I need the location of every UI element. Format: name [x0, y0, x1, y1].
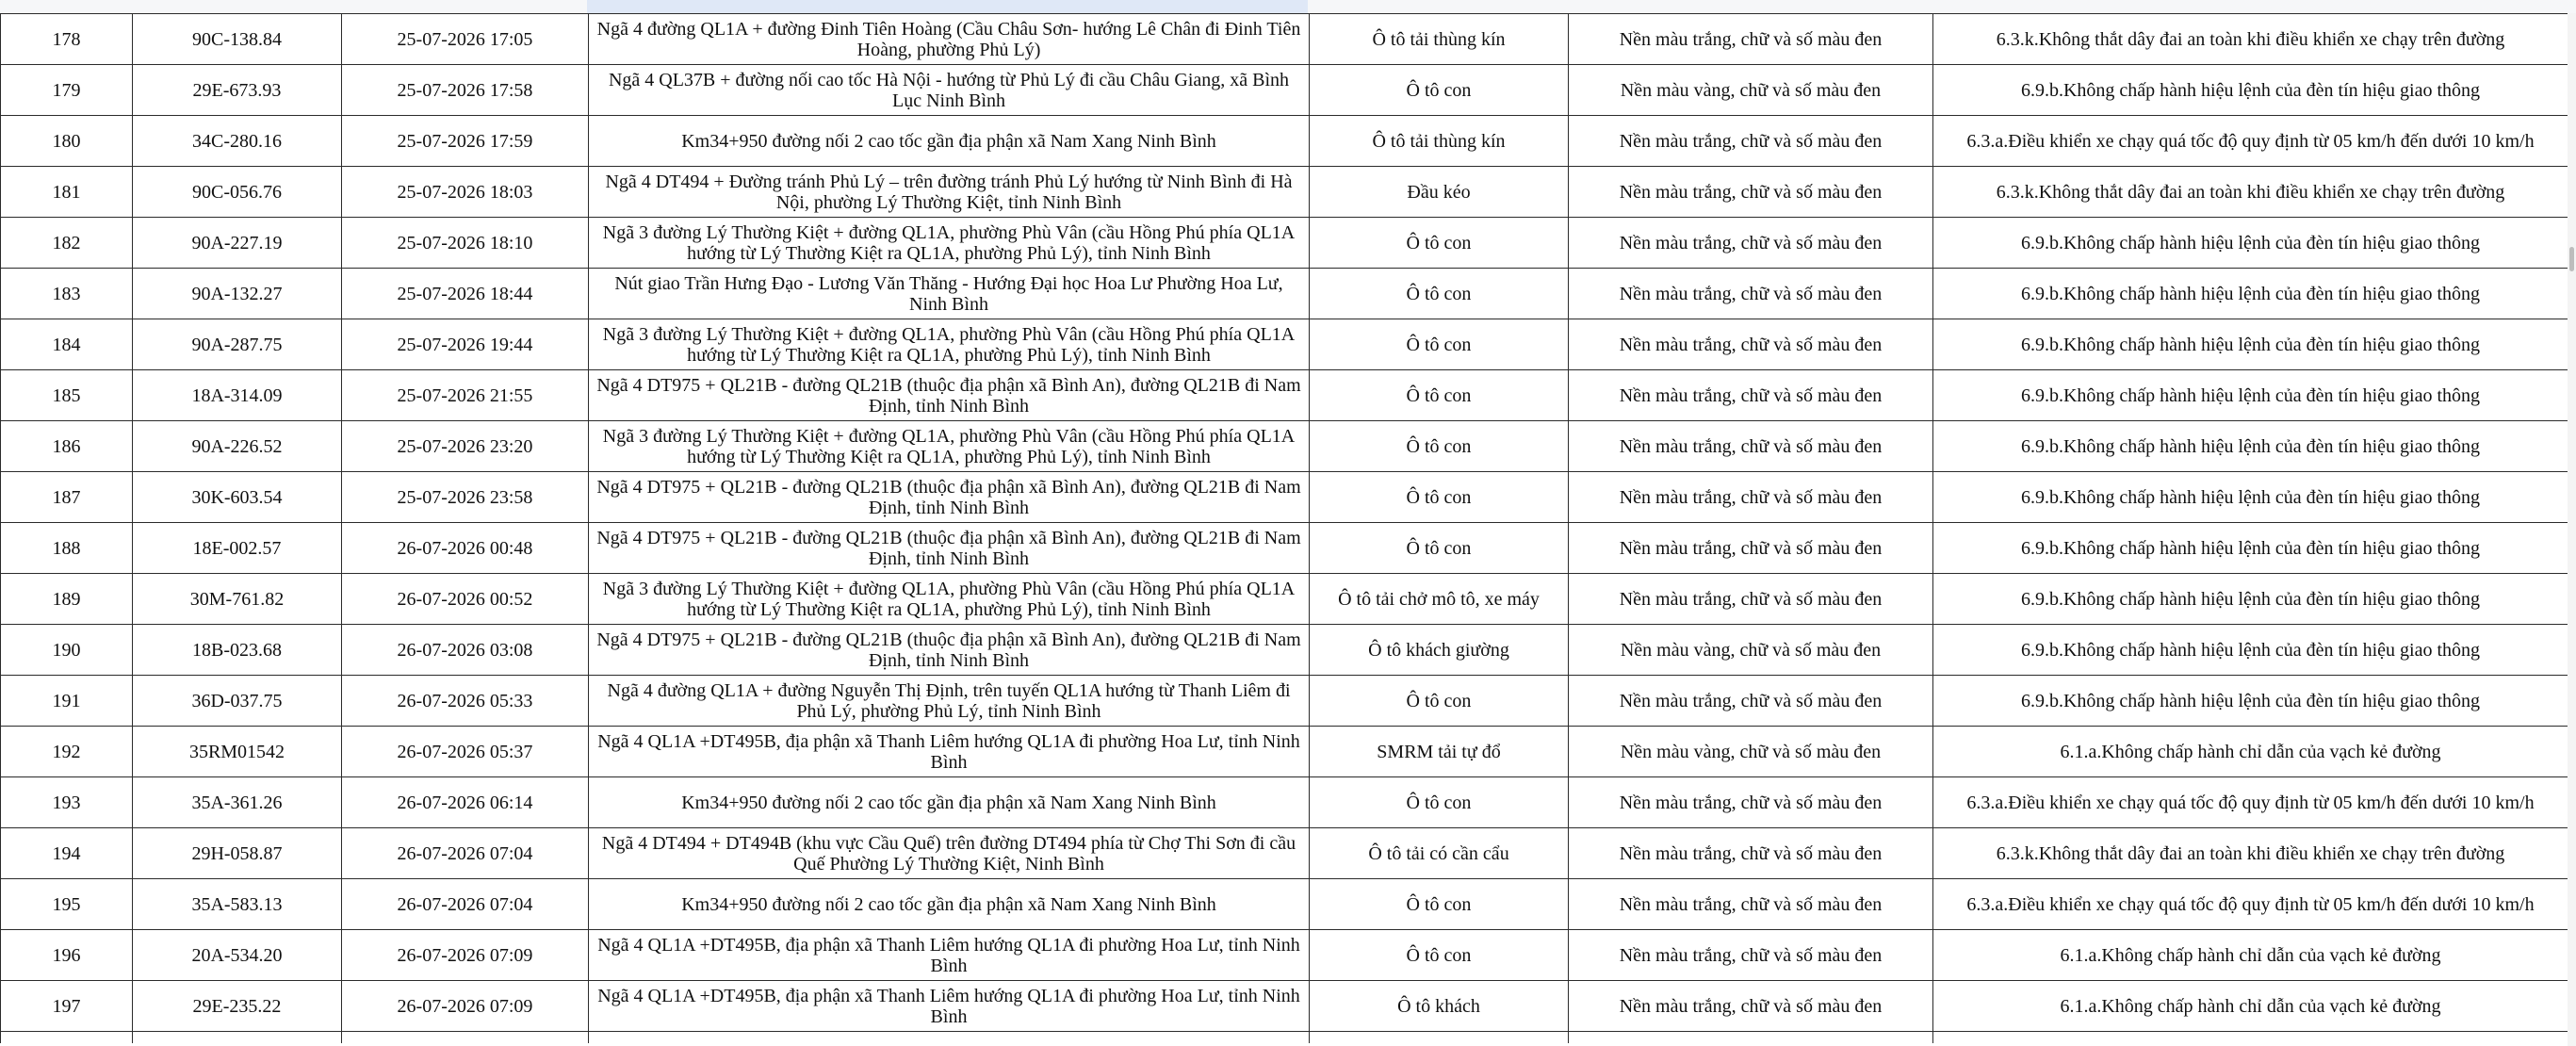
cell-violation[interactable]: 6.9.b.Không chấp hành hiệu lệnh của đèn tín hiệu giao thông — [1933, 574, 2568, 625]
cell-plate[interactable]: 35RM01542 — [133, 727, 342, 777]
cell-violation[interactable]: 6.9.b.Không chấp hành hiệu lệnh của đèn tín hiệu giao thông — [1933, 218, 2568, 269]
scroll-marker — [2569, 247, 2574, 271]
table-row[interactable] — [1, 370, 2568, 421]
cell-plate-color[interactable]: Nền màu vàng, chữ và số màu đen — [1569, 625, 1933, 676]
cell-stt[interactable]: 180 — [1, 116, 133, 167]
cell-plate[interactable]: 90A-227.19 — [133, 218, 342, 269]
cell-location[interactable]: Ngã 4 DT494 + Đường tránh Phủ Lý – trên đường tránh Phủ Lý hướng từ Ninh Bình đi Hà Nội, phường Lý Thường Kiệt, tỉnh Ninh Bình — [589, 167, 1310, 218]
cell-plate-color[interactable]: Nền màu trắng, chữ và số màu đen — [1569, 116, 1933, 167]
selected-column-highlight — [587, 0, 1308, 13]
cell-time[interactable]: 25-07-2026 19:44 — [342, 319, 589, 370]
cell-vehicle[interactable]: Ô tô con — [1310, 269, 1569, 319]
cell-plate[interactable]: 29E-235.22 — [133, 981, 342, 1032]
cell-stt[interactable]: 179 — [1, 65, 133, 116]
cell-plate[interactable]: 30K-603.54 — [133, 472, 342, 523]
cell-time[interactable]: 26-07-2026 07:04 — [342, 828, 589, 879]
cell-vehicle[interactable]: Ô tô con — [1310, 879, 1569, 930]
cell-time[interactable]: 26-07-2026 07:09 — [342, 930, 589, 981]
violations-table — [0, 13, 2568, 1043]
cell-time[interactable]: 26-07-2026 05:37 — [342, 727, 589, 777]
cell-vehicle[interactable]: Ô tô con — [1310, 472, 1569, 523]
cell-location[interactable]: Ngã 3 đường Lý Thường Kiệt + đường QL1A, phường Phù Vân (cầu Hồng Phú phía QL1A hướng từ Lý Thường Kiệt ra QL1A, phường Phủ Lý), tỉnh Ninh Bình — [589, 218, 1310, 269]
cell-vehicle[interactable]: Ô tô khách giường — [1310, 625, 1569, 676]
cell-vehicle[interactable]: Ô tô con — [1310, 370, 1569, 421]
cell-stt[interactable]: 195 — [1, 879, 133, 930]
cell-violation[interactable]: 6.9.b.Không chấp hành hiệu lệnh của đèn tín hiệu giao thông — [1933, 370, 2568, 421]
table-row[interactable] — [1, 828, 2568, 879]
cell-plate[interactable]: 90A-287.75 — [133, 319, 342, 370]
cell-stt[interactable]: 184 — [1, 319, 133, 370]
cell-vehicle[interactable]: Ô tô con — [1310, 523, 1569, 574]
cell-stt[interactable]: 189 — [1, 574, 133, 625]
table-row[interactable] — [1, 421, 2568, 472]
cell-vehicle[interactable]: Đầu kéo — [1310, 167, 1569, 218]
table-body — [1, 14, 2568, 1044]
cell-stt[interactable]: 178 — [1, 14, 133, 65]
table-row[interactable] — [1, 269, 2568, 319]
table-row[interactable] — [1, 319, 2568, 370]
cell-vehicle[interactable]: Ô tô tải chở mô tô, xe máy — [1310, 574, 1569, 625]
cell-vehicle[interactable]: Ô tô con — [1310, 421, 1569, 472]
cell-plate[interactable]: 29H-058.87 — [133, 828, 342, 879]
cell-plate-color[interactable]: Nền màu vàng, chữ và số màu đen — [1569, 65, 1933, 116]
cell-time[interactable]: 26-07-2026 07:09 — [342, 981, 589, 1032]
cell-plate[interactable]: 36D-037.75 — [133, 676, 342, 727]
cell-violation[interactable]: 6.9.b.Không chấp hành hiệu lệnh của đèn tín hiệu giao thông — [1933, 676, 2568, 727]
cell-stt[interactable]: 194 — [1, 828, 133, 879]
cell-vehicle[interactable]: Ô tô con — [1310, 777, 1569, 828]
cell-plate-color[interactable]: Nền màu trắng, chữ và số màu đen — [1569, 981, 1933, 1032]
cell-violation[interactable]: 6.1.a.Không chấp hành chỉ dẫn của vạch kẻ đường — [1933, 727, 2568, 777]
cell-location[interactable]: Ngã 3 đường Lý Thường Kiệt + đường QL1A, phường Phù Vân (cầu Hồng Phú phía QL1A hướng từ Lý Thường Kiệt ra QL1A, phường Phủ Lý), tỉnh Ninh Bình — [589, 574, 1310, 625]
cell-location[interactable]: Km34+950 đường nối 2 cao tốc gần địa phận xã Nam Xang Ninh Bình — [589, 116, 1310, 167]
cell-time[interactable]: 26-07-2026 06:14 — [342, 777, 589, 828]
cell-time[interactable]: 26-07-2026 03:08 — [342, 625, 589, 676]
cell-plate-color[interactable]: Nền màu trắng, chữ và số màu đen — [1569, 421, 1933, 472]
cell-location[interactable]: Km34+950 đường nối 2 cao tốc gần địa phận xã Nam Xang Ninh Bình — [589, 777, 1310, 828]
partial-cell — [1310, 1032, 1569, 1044]
cell-plate-color[interactable]: Nền màu trắng, chữ và số màu đen — [1569, 523, 1933, 574]
cell-location[interactable]: Ngã 4 QL1A +DT495B, địa phận xã Thanh Liêm hướng QL1A đi phường Hoa Lư, tỉnh Ninh Bình — [589, 981, 1310, 1032]
cell-vehicle[interactable]: Ô tô con — [1310, 676, 1569, 727]
cell-plate-color[interactable]: Nền màu trắng, chữ và số màu đen — [1569, 930, 1933, 981]
partial-cell — [1, 1032, 133, 1044]
table-row[interactable] — [1, 727, 2568, 777]
cell-plate[interactable]: 30M-761.82 — [133, 574, 342, 625]
cell-plate[interactable]: 18E-002.57 — [133, 523, 342, 574]
table-row[interactable] — [1, 777, 2568, 828]
cell-plate[interactable]: 90A-132.27 — [133, 269, 342, 319]
cell-plate-color[interactable]: Nền màu trắng, chữ và số màu đen — [1569, 777, 1933, 828]
cell-location[interactable]: Nút giao Trần Hưng Đạo - Lương Văn Thăng - Hướng Đại học Hoa Lư Phường Hoa Lư, Ninh Bình — [589, 269, 1310, 319]
cell-violation[interactable]: 6.3.k.Không thắt dây đai an toàn khi điều khiển xe chạy trên đường — [1933, 14, 2568, 65]
table-row[interactable] — [1, 14, 2568, 65]
cell-plate[interactable]: 18B-023.68 — [133, 625, 342, 676]
partial-cell — [133, 1032, 342, 1044]
cell-stt[interactable]: 190 — [1, 625, 133, 676]
partial-cell — [1569, 1032, 1933, 1044]
cell-time[interactable]: 26-07-2026 00:48 — [342, 523, 589, 574]
vertical-scrollbar[interactable] — [2568, 13, 2576, 1046]
cell-time[interactable]: 25-07-2026 23:58 — [342, 472, 589, 523]
cell-vehicle[interactable]: Ô tô con — [1310, 218, 1569, 269]
cell-plate-color[interactable]: Nền màu trắng, chữ và số màu đen — [1569, 472, 1933, 523]
cell-time[interactable]: 26-07-2026 05:33 — [342, 676, 589, 727]
cell-plate[interactable]: 90C-138.84 — [133, 14, 342, 65]
partial-cell — [589, 1032, 1310, 1044]
cell-violation[interactable]: 6.3.k.Không thắt dây đai an toàn khi điều khiển xe chạy trên đường — [1933, 167, 2568, 218]
cell-violation[interactable]: 6.9.b.Không chấp hành hiệu lệnh của đèn tín hiệu giao thông — [1933, 269, 2568, 319]
cell-vehicle[interactable]: Ô tô con — [1310, 65, 1569, 116]
cell-location[interactable]: Ngã 4 DT975 + QL21B - đường QL21B (thuộc địa phận xã Bình An), đường QL21B đi Nam Định, tỉnh Ninh Bình — [589, 370, 1310, 421]
cell-plate-color[interactable]: Nền màu trắng, chữ và số màu đen — [1569, 370, 1933, 421]
table-row[interactable] — [1, 930, 2568, 981]
cell-plate[interactable]: 34C-280.16 — [133, 116, 342, 167]
cell-plate-color[interactable]: Nền màu trắng, chữ và số màu đen — [1569, 269, 1933, 319]
cell-vehicle[interactable]: SMRM tải tự đổ — [1310, 727, 1569, 777]
cell-time[interactable]: 25-07-2026 18:03 — [342, 167, 589, 218]
cell-plate-color[interactable]: Nền màu trắng, chữ và số màu đen — [1569, 167, 1933, 218]
partial-table-row — [1, 1032, 2568, 1044]
cell-stt[interactable]: 181 — [1, 167, 133, 218]
cell-time[interactable]: 25-07-2026 17:58 — [342, 65, 589, 116]
cell-vehicle[interactable]: Ô tô khách — [1310, 981, 1569, 1032]
cell-time[interactable]: 26-07-2026 07:04 — [342, 879, 589, 930]
cell-violation[interactable]: 6.9.b.Không chấp hành hiệu lệnh của đèn tín hiệu giao thông — [1933, 472, 2568, 523]
cell-plate-color[interactable]: Nền màu vàng, chữ và số màu đen — [1569, 727, 1933, 777]
cell-location[interactable]: Ngã 4 DT494 + DT494B (khu vực Cầu Quế) trên đường DT494 phía từ Chợ Thi Sơn đi cầu Quế Phường Lý Thường Kiệt, Ninh Bình — [589, 828, 1310, 879]
cell-time[interactable]: 25-07-2026 18:44 — [342, 269, 589, 319]
cell-vehicle[interactable]: Ô tô tải có cần cẩu — [1310, 828, 1569, 879]
cell-plate[interactable]: 20A-534.20 — [133, 930, 342, 981]
cell-violation[interactable]: 6.3.a.Điều khiển xe chạy quá tốc độ quy định từ 05 km/h đến dưới 10 km/h — [1933, 777, 2568, 828]
header-row-remnant — [0, 0, 2576, 14]
cell-plate-color[interactable]: Nền màu trắng, chữ và số màu đen — [1569, 319, 1933, 370]
cell-violation[interactable]: 6.1.a.Không chấp hành chỉ dẫn của vạch kẻ đường — [1933, 930, 2568, 981]
cell-stt[interactable]: 196 — [1, 930, 133, 981]
table-row[interactable] — [1, 625, 2568, 676]
cell-plate[interactable]: 90A-226.52 — [133, 421, 342, 472]
cell-stt[interactable]: 191 — [1, 676, 133, 727]
cell-plate-color[interactable]: Nền màu trắng, chữ và số màu đen — [1569, 828, 1933, 879]
cell-plate[interactable]: 35A-361.26 — [133, 777, 342, 828]
cell-stt[interactable]: 197 — [1, 981, 133, 1032]
partial-cell — [342, 1032, 589, 1044]
table-row[interactable] — [1, 879, 2568, 930]
cell-stt[interactable]: 188 — [1, 523, 133, 574]
cell-location[interactable]: Ngã 3 đường Lý Thường Kiệt + đường QL1A, phường Phù Vân (cầu Hồng Phú phía QL1A hướng từ Lý Thường Kiệt ra QL1A, phường Phủ Lý), tỉnh Ninh Bình — [589, 319, 1310, 370]
cell-vehicle[interactable]: Ô tô tải thùng kín — [1310, 116, 1569, 167]
cell-plate-color[interactable]: Nền màu trắng, chữ và số màu đen — [1569, 574, 1933, 625]
cell-vehicle[interactable]: Ô tô tải thùng kín — [1310, 14, 1569, 65]
cell-time[interactable]: 25-07-2026 17:59 — [342, 116, 589, 167]
cell-vehicle[interactable]: Ô tô con — [1310, 930, 1569, 981]
cell-plate-color[interactable]: Nền màu trắng, chữ và số màu đen — [1569, 676, 1933, 727]
cell-location[interactable]: Ngã 4 QL1A +DT495B, địa phận xã Thanh Liêm hướng QL1A đi phường Hoa Lư, tỉnh Ninh Bình — [589, 930, 1310, 981]
table-row[interactable] — [1, 574, 2568, 625]
cell-stt[interactable]: 193 — [1, 777, 133, 828]
cell-violation[interactable]: 6.9.b.Không chấp hành hiệu lệnh của đèn tín hiệu giao thông — [1933, 421, 2568, 472]
table-row[interactable] — [1, 218, 2568, 269]
cell-plate-color[interactable]: Nền màu trắng, chữ và số màu đen — [1569, 879, 1933, 930]
cell-stt[interactable]: 186 — [1, 421, 133, 472]
cell-violation[interactable]: 6.3.a.Điều khiển xe chạy quá tốc độ quy định từ 05 km/h đến dưới 10 km/h — [1933, 879, 2568, 930]
cell-location[interactable]: Ngã 3 đường Lý Thường Kiệt + đường QL1A, phường Phù Vân (cầu Hồng Phú phía QL1A hướng từ Lý Thường Kiệt ra QL1A, phường Phủ Lý), tỉnh Ninh Bình — [589, 421, 1310, 472]
cell-plate[interactable]: 90C-056.76 — [133, 167, 342, 218]
cell-plate[interactable]: 18A-314.09 — [133, 370, 342, 421]
table-row[interactable] — [1, 167, 2568, 218]
cell-violation[interactable]: 6.3.a.Điều khiển xe chạy quá tốc độ quy định từ 05 km/h đến dưới 10 km/h — [1933, 116, 2568, 167]
cell-stt[interactable]: 182 — [1, 218, 133, 269]
cell-location[interactable]: Ngã 4 QL1A +DT495B, địa phận xã Thanh Liêm hướng QL1A đi phường Hoa Lư, tỉnh Ninh Bình — [589, 727, 1310, 777]
cell-plate[interactable]: 35A-583.13 — [133, 879, 342, 930]
cell-violation[interactable]: 6.9.b.Không chấp hành hiệu lệnh của đèn tín hiệu giao thông — [1933, 625, 2568, 676]
cell-stt[interactable]: 192 — [1, 727, 133, 777]
cell-plate[interactable]: 29E-673.93 — [133, 65, 342, 116]
cell-location[interactable]: Ngã 4 QL37B + đường nối cao tốc Hà Nội - hướng từ Phủ Lý đi cầu Châu Giang, xã Bình Lục Ninh Bình — [589, 65, 1310, 116]
cell-time[interactable]: 26-07-2026 00:52 — [342, 574, 589, 625]
table-row[interactable] — [1, 981, 2568, 1032]
cell-stt[interactable]: 183 — [1, 269, 133, 319]
cell-violation[interactable]: 6.9.b.Không chấp hành hiệu lệnh của đèn tín hiệu giao thông — [1933, 65, 2568, 116]
cell-time[interactable]: 25-07-2026 17:05 — [342, 14, 589, 65]
cell-violation[interactable]: 6.9.b.Không chấp hành hiệu lệnh của đèn tín hiệu giao thông — [1933, 523, 2568, 574]
cell-violation[interactable]: 6.3.k.Không thắt dây đai an toàn khi điều khiển xe chạy trên đường — [1933, 828, 2568, 879]
cell-stt[interactable]: 185 — [1, 370, 133, 421]
table-row[interactable] — [1, 676, 2568, 727]
cell-location[interactable]: Ngã 4 đường QL1A + đường Nguyễn Thị Định, trên tuyến QL1A hướng từ Thanh Liêm đi Phủ Lý, phường Phủ Lý, tỉnh Ninh Bình — [589, 676, 1310, 727]
table-row[interactable] — [1, 523, 2568, 574]
table-row[interactable] — [1, 116, 2568, 167]
cell-violation[interactable]: 6.9.b.Không chấp hành hiệu lệnh của đèn tín hiệu giao thông — [1933, 319, 2568, 370]
cell-stt[interactable]: 187 — [1, 472, 133, 523]
cell-time[interactable]: 25-07-2026 23:20 — [342, 421, 589, 472]
cell-location[interactable]: Km34+950 đường nối 2 cao tốc gần địa phận xã Nam Xang Ninh Bình — [589, 879, 1310, 930]
cell-location[interactable]: Ngã 4 DT975 + QL21B - đường QL21B (thuộc địa phận xã Bình An), đường QL21B đi Nam Định, tỉnh Ninh Bình — [589, 472, 1310, 523]
cell-location[interactable]: Ngã 4 đường QL1A + đường Đinh Tiên Hoàng (Cầu Châu Sơn- hướng Lê Chân đi Đinh Tiên Hoàng, phường Phủ Lý) — [589, 14, 1310, 65]
partial-cell — [1933, 1032, 2568, 1044]
cell-location[interactable]: Ngã 4 DT975 + QL21B - đường QL21B (thuộc địa phận xã Bình An), đường QL21B đi Nam Định, tỉnh Ninh Bình — [589, 625, 1310, 676]
cell-violation[interactable]: 6.1.a.Không chấp hành chỉ dẫn của vạch kẻ đường — [1933, 981, 2568, 1032]
cell-time[interactable]: 25-07-2026 21:55 — [342, 370, 589, 421]
table-row[interactable] — [1, 65, 2568, 116]
cell-location[interactable]: Ngã 4 DT975 + QL21B - đường QL21B (thuộc địa phận xã Bình An), đường QL21B đi Nam Định, tỉnh Ninh Bình — [589, 523, 1310, 574]
table-row[interactable] — [1, 472, 2568, 523]
cell-plate-color[interactable]: Nền màu trắng, chữ và số màu đen — [1569, 14, 1933, 65]
cell-time[interactable]: 25-07-2026 18:10 — [342, 218, 589, 269]
cell-plate-color[interactable]: Nền màu trắng, chữ và số màu đen — [1569, 218, 1933, 269]
cell-vehicle[interactable]: Ô tô con — [1310, 319, 1569, 370]
